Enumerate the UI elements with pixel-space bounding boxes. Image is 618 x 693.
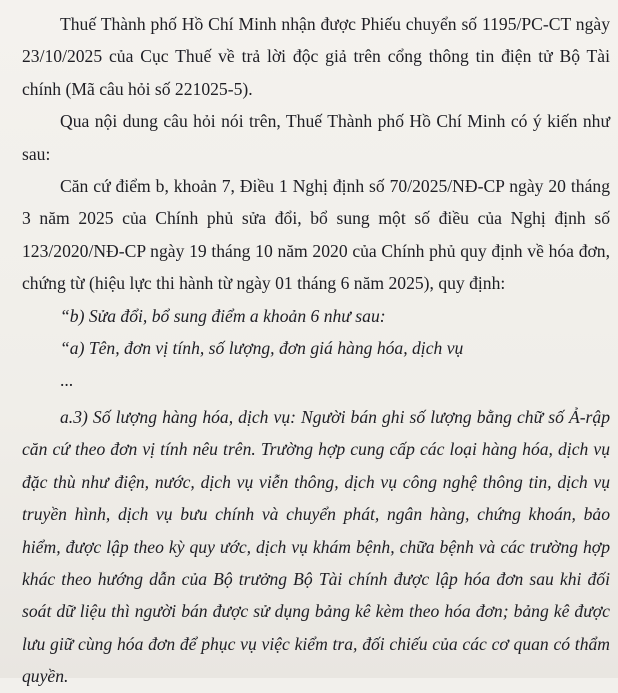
quote-point-a3: a.3) Số lượng hàng hóa, dịch vụ: Người bán ghi số lượng bằng chữ số Ả-rập căn cứ theo đơn vị tính nêu trên. Trường hợp cung cấp các loại hàng hóa, dịch vụ đặc thù như điện, nước, dịch vụ viễn thông, dịch vụ công nghệ thông tin, dịch vụ truyền hình, dịch vụ bưu chính và chuyển phát, ngân hàng, chứng khoán, bảo hiểm, được lập theo kỳ quy ước, dịch vụ khám bệnh, chữa bệnh và các trường hợp khác theo hướng dẫn của Bộ trưởng Bộ Tài chính được lập hóa đơn sau khi đối soát dữ liệu thì người bán được sử dụng bảng kê kèm theo hóa đơn; bảng kê được lưu giữ cùng hóa đơn để phục vụ việc kiểm tra, đối chiếu của các cơ quan có thẩm quyền. [22, 406, 610, 687]
quote-point-b: “b) Sửa đổi, bổ sung điểm a khoản 6 như sau: [60, 305, 386, 326]
ellipsis-line: ... [60, 370, 74, 391]
quote-point-a: “a) Tên, đơn vị tính, số lượng, đơn giá hàng hóa, dịch vụ [60, 338, 464, 359]
paragraph-opinion: Qua nội dung câu hỏi nói trên, Thuế Thành phố Hồ Chí Minh có ý kiến như sau: [22, 111, 610, 164]
paragraph-legal-basis: Căn cứ điểm b, khoản 7, Điều 1 Nghị định số 70/2025/NĐ-CP ngày 20 tháng 3 năm 2025 của Chính phủ sửa đổi, bổ sung một số điều của Nghị định số 123/2020/NĐ-CP ngày 19 tháng 10 năm 2020 của Chính phủ quy định về hóa đơn, chứng từ (hiệu lực thi hành từ ngày 01 tháng 6 năm 2025), quy định: [22, 176, 610, 294]
paragraph-receipt: Thuế Thành phố Hồ Chí Minh nhận được Phiếu chuyển số 1195/PC-CT ngày 23/10/2025 của Cục Thuế về trả lời độc giả trên cổng thông tin điện tử Bộ Tài chính (Mã câu hỏi số 221025-5). [22, 14, 610, 99]
